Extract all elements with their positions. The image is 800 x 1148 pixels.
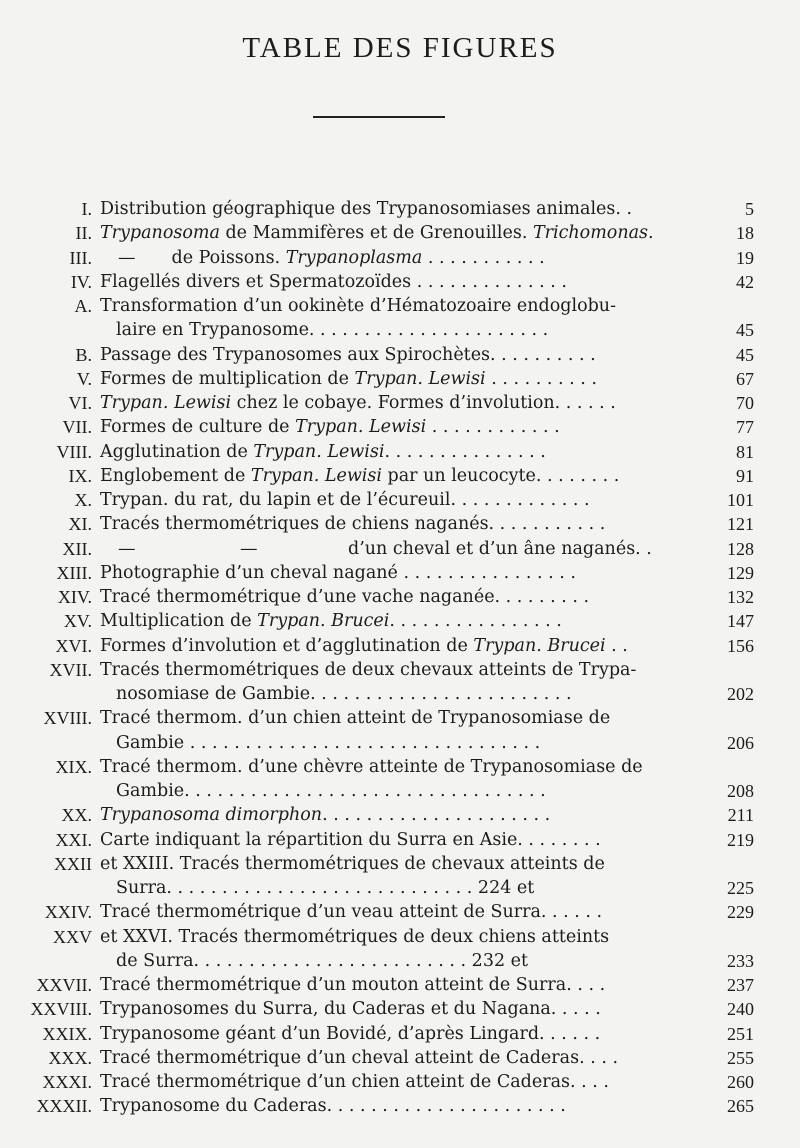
caption-text: Carte indiquant la répartition du Surra en Asie. . . . . . . . [100,829,601,850]
figure-number: X. [74,490,92,510]
page-number: 202 [727,684,754,704]
figure-caption [100,901,698,923]
figure-caption [100,247,698,269]
page-title: TABLE DES FIGURES [242,32,558,64]
toc-entry [0,780,800,802]
caption-text: Trypanosome du Caderas. . . . . . . . . . . . . . . . . . . . . . [100,1096,566,1117]
caption-text: et XXIII. Tracés thermométriques de chevaux atteints de [100,853,605,874]
figure-caption [116,877,698,899]
italic-text: Trichomonas. [532,223,654,244]
page-number: 129 [727,562,754,583]
figure-caption [100,756,753,778]
caption-text: par un leucocyte. . . . . . . . [381,465,620,486]
page-number: 229 [727,902,754,923]
page-number: 45 [736,344,754,365]
caption-text: et XXVI. Tracés thermométriques de deux chiens atteints [100,926,610,947]
figure-number: XXVII. [36,975,92,995]
figure-caption [100,635,698,657]
page-number: 219 [727,829,754,850]
toc-entry [0,562,800,584]
figure-number: XII. [62,538,92,559]
figure-number: VII. [62,417,92,438]
figure-caption [100,829,698,851]
toc-entry [0,1071,800,1093]
figure-caption [100,441,698,463]
figure-caption [116,780,698,802]
caption-text: Tracé thermométrique d’un veau atteint de Surra. . . . . . [100,902,603,923]
caption-text: . . . . . . . . . . . . . . . [384,441,546,462]
toc-entry [0,853,800,875]
figure-caption [100,489,698,511]
page-number: 265 [727,1096,754,1117]
toc-entry [0,465,800,487]
caption-text: Tracé thermométrique d’un cheval atteint de Caderas. . . . [100,1047,619,1068]
caption-text: Multiplication de [100,611,258,632]
toc-entry [0,659,800,681]
page-number: 237 [727,975,754,995]
toc-entry [0,707,800,729]
figure-number: XXXI. [42,1072,92,1092]
caption-text: Tracé thermométrique d’une vache naganée. . . . . . . . . [100,587,590,607]
caption-text: Formes d’involution et d’agglutination de [100,635,474,656]
ditto-dash: — [118,538,136,559]
italic-text: Trypan. Lewisi [250,465,382,486]
figure-number: IX. [68,465,92,486]
figure-caption [100,707,753,729]
caption-text: laire en Trypanosome. . . . . . . . . . . . . . . . . . . . . . [116,320,549,341]
figure-caption [100,926,753,948]
figure-caption [100,804,698,826]
figure-caption: d’un cheval et d’un âne naganés. . [348,538,652,559]
caption-text: . . . . . . . . . . [485,368,597,389]
page-number: 121 [727,514,754,535]
page-number: 260 [727,1072,754,1092]
italic-text: Trypan. Lewisi [253,441,385,462]
caption-text: Tracés thermométriques de chiens naganés. . . . . . . . . . . [100,514,606,535]
toc-entry [0,416,800,438]
caption-text: Trypanosome géant d’un Bovidé, d’après Lingard. . . . . . [100,1023,601,1044]
caption-text: Agglutination de [100,441,254,462]
toc-entry [0,344,800,366]
toc-entry [0,368,800,390]
figure-number: XXIX. [42,1023,92,1044]
page-number: 147 [727,611,754,632]
italic-text: Trypanosoma dimorphon [100,805,323,826]
figure-caption [116,732,698,754]
figure-number: A. [74,296,92,316]
figure-caption [100,513,698,535]
page-number: 240 [727,999,754,1020]
toc-entry [0,732,800,754]
figure-caption [100,974,698,996]
caption-text: de Poissons. [171,247,286,268]
page-number: 5 [745,199,754,219]
figure-caption [100,1095,698,1117]
figure-number: IV. [70,271,92,292]
ditto-dash: — [118,247,136,268]
ditto-dash: — [240,538,258,559]
toc-entry [0,295,800,317]
figure-number: XX. [61,805,92,826]
figure-caption [100,344,698,366]
figure-caption [100,271,698,293]
figure-caption [100,562,698,584]
toc-entry [0,610,800,632]
italic-text: Trypan. Brucei [473,635,606,656]
figure-caption [100,198,698,220]
italic-text: Trypan. Lewisi [100,393,232,413]
page-number: 18 [736,223,754,244]
caption-text: Tracé thermom. d’un chien atteint de Trypanosomiase de [100,708,611,729]
italic-text: Trypan. Brucei [257,611,390,632]
toc-entry [0,441,800,463]
toc-entry [0,392,800,414]
page-number: 45 [736,320,754,341]
figure-number: XXX. [48,1047,92,1068]
toc-entry [0,271,800,293]
caption-text: Gambie . . . . . . . . . . . . . . . . . . . . . . . . . . . . . . . . [116,732,541,753]
figure-caption [100,610,698,632]
toc-entry [0,974,800,996]
figure-caption [100,659,753,681]
figure-caption [100,295,753,317]
page-number: 225 [727,878,754,898]
toc-entry [0,222,800,244]
caption-text: de Mammifères et de Grenouilles. [219,223,533,244]
page-number: 255 [727,1047,754,1068]
caption-text: de Surra. . . . . . . . . . . . . . . . . . . . . . . . . 232 et [116,950,529,971]
figure-number: XVI. [55,635,92,656]
figure-number: B. [75,344,92,365]
caption-text: Distribution géographique des Trypanosomiases animales. . [100,199,633,219]
figure-number: XXI. [55,829,92,850]
toc-entry [0,756,800,778]
caption-text: Photographie d’un cheval nagané . . . . . . . . . . . . . . . . [100,562,576,583]
caption-text: chez le cobaye. Formes d’involution. . . . . . [231,393,616,413]
caption-text: Surra. . . . . . . . . . . . . . . . . . . . . . . . . . . . 224 et [116,878,535,898]
toc-entry [0,319,800,341]
page-number: 70 [736,393,754,413]
caption-text: Trypanosomes du Surra, du Caderas et du Nagana. . . . . [100,999,601,1020]
figure-number: V. [76,368,92,389]
toc-entry [0,683,800,705]
figure-caption [116,319,698,341]
page-number: 101 [727,490,754,510]
caption-text: . . . . . . . . . . . . . . . . [389,611,562,632]
figure-caption [100,416,698,438]
figure-number: XI. [68,514,92,535]
caption-text: Tracés thermométriques de deux chevaux atteints de Trypa- [100,659,637,680]
caption-text: Tracé thermométrique d’un mouton atteint de Surra. . . . [100,975,606,995]
caption-text: Tracé thermom. d’une chèvre atteinte de Trypanosomiase de [100,756,643,777]
toc-entry [0,247,800,269]
toc-entry [0,926,800,948]
caption-text: Flagellés divers et Spermatozoïdes . . . . . . . . . . . . . . [100,271,567,292]
caption-text: Transformation d’un ookinète d’Hématozoaire endoglobu- [100,296,616,316]
figure-caption [116,683,698,705]
page-number: 67 [736,368,754,389]
caption-text: . . [605,635,628,656]
toc-entry [0,538,800,560]
toc-entry [0,513,800,535]
toc-entry [0,586,800,608]
toc-entry [0,635,800,657]
toc-entry [0,877,800,899]
toc-entry [0,829,800,851]
page-number: 77 [736,417,754,438]
figure-caption [116,950,698,972]
caption-text: . . . . . . . . . . . [422,247,545,268]
caption-text: nosomiase de Gambie. . . . . . . . . . . . . . . . . . . . . . . . [116,684,572,704]
figure-caption [100,586,698,608]
figure-number: III. [69,247,92,268]
page-number: 208 [727,781,754,801]
toc-entry [0,998,800,1020]
figure-number: I. [81,199,92,219]
caption-text: . . . . . . . . . . . . . . . . . . . . . [322,805,551,826]
figure-number: XIX. [55,756,92,777]
figure-caption [100,998,698,1020]
figure-caption [100,465,698,487]
page-number: 42 [736,271,754,292]
page-number: 19 [736,247,754,268]
page-number: 233 [727,950,754,971]
toc-entry [0,901,800,923]
toc-entry [0,1023,800,1045]
figure-number: XXIV. [44,902,92,923]
figure-number: II. [75,223,92,244]
figure-caption [100,1071,698,1093]
figure-caption [100,368,698,390]
page-number: 91 [736,465,754,486]
page-number: 211 [727,805,754,826]
caption-text: Formes de multiplication de [100,368,355,389]
toc-entry [0,489,800,511]
page-number: 132 [727,587,754,607]
figure-number: XIV. [57,587,92,607]
figure-caption [100,222,698,244]
figure-number: XXII [54,853,92,874]
caption-text: Gambie. . . . . . . . . . . . . . . . . . . . . . . . . . . . . . . . . [116,781,546,801]
page-number: 156 [727,635,754,656]
toc-entry [0,198,800,220]
caption-text: Passage des Trypanosomes aux Spirochètes. . . . . . . . . . [100,344,596,365]
italic-text: Trypanosoma [100,223,220,244]
caption-text: Trypan. du rat, du lapin et de l’écureuil. . . . . . . . . . . . . [100,490,590,510]
figure-number: XXVIII. [30,999,92,1020]
page-number: 128 [727,538,754,559]
figure-number: XVIII. [43,708,92,729]
figure-caption [100,392,698,414]
toc-entry [0,804,800,826]
page-number: 206 [727,732,754,753]
page-number: 251 [727,1023,754,1044]
caption-text: Formes de culture de [100,417,296,438]
page-number: 81 [736,441,754,462]
figure-number: VI. [68,393,92,413]
figure-number: XVII. [49,659,92,680]
italic-text: Trypan. Lewisi [354,368,486,389]
caption-text: Tracé thermométrique d’un chien atteint de Caderas. . . . [100,1072,609,1092]
figure-number: VIII. [56,441,92,462]
figure-number: XV. [63,611,92,632]
figure-caption [100,853,753,875]
italic-text: Trypan. Lewisi [295,417,427,438]
figure-caption [100,1023,698,1045]
figure-number: XIII. [56,562,92,583]
caption-text: Englobement de [100,465,251,486]
figure-caption [100,1047,698,1069]
figure-number: XXV [53,926,92,947]
toc-entry [0,1047,800,1069]
italic-text: Trypanoplasma [285,247,423,268]
toc-entry [0,950,800,972]
figure-number: XXXII. [36,1096,92,1117]
toc-entry [0,1095,800,1117]
caption-text: . . . . . . . . . . . . [426,417,560,438]
